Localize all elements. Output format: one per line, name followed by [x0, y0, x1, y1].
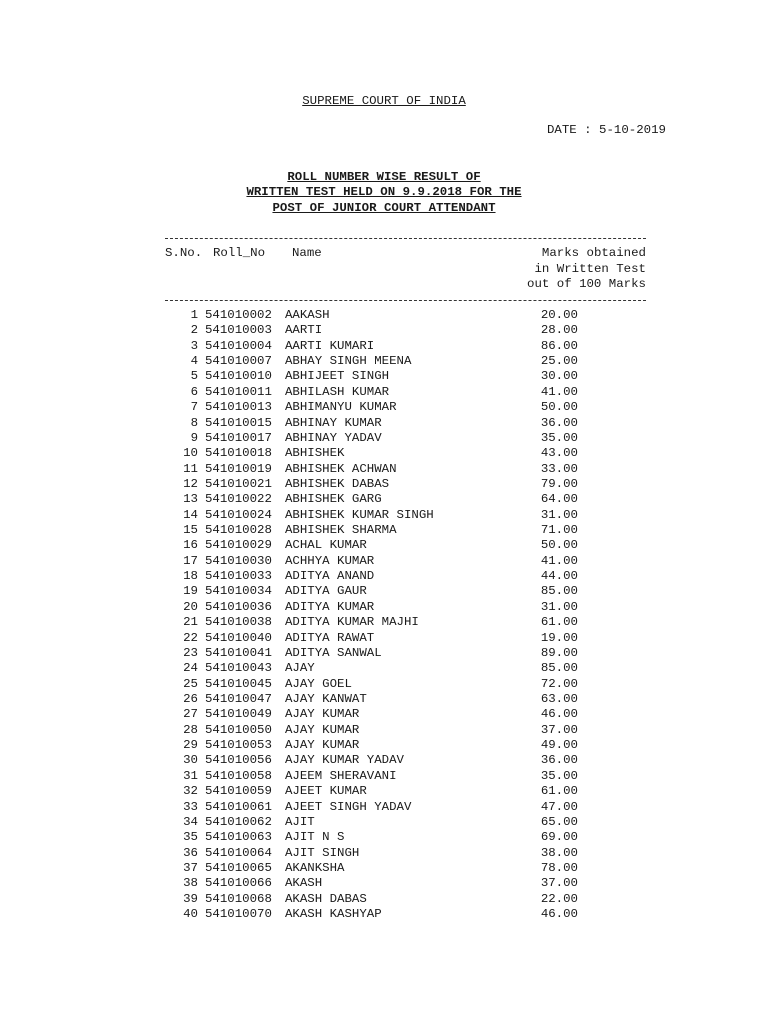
row-sno: 9 [190, 430, 198, 445]
row-name: AKASH KASHYAP [285, 907, 382, 922]
row-marks: 85.00 [540, 584, 578, 599]
row-marks: 49.00 [540, 738, 578, 753]
row-sno: 3 [190, 338, 198, 353]
table-row [0, 907, 768, 922]
column-header-roll-no: Roll_No [213, 246, 266, 260]
row-name: ABHISHEK SHARMA [285, 523, 397, 538]
row-roll-no: 541010043 [205, 661, 272, 676]
row-name: ABHISHEK ACHWAN [285, 461, 397, 476]
row-marks: 38.00 [540, 845, 578, 860]
table-row [0, 462, 768, 477]
row-sno: 18 [183, 569, 198, 584]
row-marks: 36.00 [540, 415, 578, 430]
row-roll-no: 541010002 [205, 308, 272, 322]
row-roll-no: 541010040 [205, 630, 272, 645]
row-marks: 43.00 [540, 446, 578, 461]
row-marks: 41.00 [540, 553, 578, 568]
row-name: AJEET SINGH YADAV [285, 799, 412, 814]
row-roll-no: 541010003 [205, 323, 272, 338]
row-sno: 36 [183, 845, 198, 860]
row-sno: 8 [190, 415, 198, 430]
row-roll-no: 541010029 [205, 538, 272, 553]
row-name: ADITYA KUMAR [285, 599, 375, 614]
row-name: AAKASH [285, 308, 330, 322]
row-sno: 5 [190, 369, 198, 384]
column-header-sno: S.No. [165, 246, 203, 260]
row-marks: 78.00 [540, 860, 578, 875]
row-marks: 79.00 [540, 476, 578, 491]
row-sno: 26 [183, 691, 198, 706]
row-name: ABHISHEK [285, 446, 345, 461]
row-marks: 63.00 [540, 691, 578, 706]
table-row [0, 569, 768, 584]
table-row [0, 769, 768, 784]
column-header-marks-line-1: Marks obtained [541, 246, 646, 260]
row-sno: 40 [183, 907, 198, 922]
table-row [0, 584, 768, 599]
row-roll-no: 541010015 [205, 415, 272, 430]
row-marks: 69.00 [540, 830, 578, 845]
row-roll-no: 541010045 [205, 676, 272, 691]
table-row [0, 723, 768, 738]
table-header-rule [165, 300, 646, 301]
table-row [0, 646, 768, 661]
row-roll-no: 541010021 [205, 476, 272, 491]
row-marks: 89.00 [540, 645, 578, 660]
row-name: ABHINAY YADAV [285, 430, 382, 445]
row-roll-no: 541010022 [205, 492, 272, 507]
row-roll-no: 541010063 [205, 830, 272, 845]
row-marks: 31.00 [540, 507, 578, 522]
row-roll-no: 541010018 [205, 446, 272, 461]
row-sno: 30 [183, 753, 198, 768]
row-sno: 2 [190, 323, 198, 338]
row-sno: 11 [183, 461, 198, 476]
row-marks: 50.00 [540, 538, 578, 553]
row-marks: 33.00 [540, 461, 578, 476]
table-row [0, 800, 768, 815]
row-roll-no: 541010007 [205, 354, 272, 369]
table-row [0, 385, 768, 400]
row-name: AJAY KUMAR YADAV [285, 753, 404, 768]
row-marks: 64.00 [540, 492, 578, 507]
row-name: ACHHYA KUMAR [285, 553, 375, 568]
row-sno: 25 [183, 676, 198, 691]
table-row [0, 369, 768, 384]
table-row [0, 661, 768, 676]
row-marks: 31.00 [540, 599, 578, 614]
row-sno: 37 [183, 860, 198, 875]
row-roll-no: 541010068 [205, 891, 272, 906]
row-name: AJIT SINGH [285, 845, 360, 860]
table-row [0, 753, 768, 768]
result-heading-line-1: ROLL NUMBER WISE RESULT OF [287, 170, 481, 184]
row-sno: 12 [183, 476, 198, 491]
row-name: AJAY KUMAR [285, 707, 360, 722]
table-row [0, 830, 768, 845]
row-roll-no: 541010041 [205, 645, 272, 660]
table-row [0, 677, 768, 692]
row-name: AJIT [285, 814, 315, 829]
row-marks: 47.00 [540, 799, 578, 814]
table-row [0, 523, 768, 538]
row-roll-no: 541010034 [205, 584, 272, 599]
table-row [0, 554, 768, 569]
row-name: AJAY KUMAR [285, 738, 360, 753]
row-name: ABHAY SINGH MEENA [285, 354, 412, 369]
table-row [0, 738, 768, 753]
row-roll-no: 541010053 [205, 738, 272, 753]
row-name: ABHILASH KUMAR [285, 384, 390, 399]
table-row [0, 892, 768, 907]
row-name: ADITYA RAWAT [285, 630, 375, 645]
row-roll-no: 541010061 [205, 799, 272, 814]
row-sno: 23 [183, 645, 198, 660]
row-roll-no: 541010050 [205, 722, 272, 737]
table-row [0, 692, 768, 707]
row-marks: 30.00 [540, 369, 578, 384]
row-sno: 39 [183, 891, 198, 906]
row-roll-no: 541010047 [205, 691, 272, 706]
row-roll-no: 541010030 [205, 553, 272, 568]
row-sno: 13 [183, 492, 198, 507]
row-name: ADITYA SANWAL [285, 645, 382, 660]
table-row [0, 492, 768, 507]
row-roll-no: 541010058 [205, 768, 272, 783]
row-sno: 16 [183, 538, 198, 553]
row-sno: 35 [183, 830, 198, 845]
row-name: ADITYA KUMAR MAJHI [285, 615, 419, 630]
row-roll-no: 541010019 [205, 461, 272, 476]
row-roll-no: 541010038 [205, 615, 272, 630]
column-header-marks-line-2: in Written Test [534, 262, 646, 276]
row-sno: 7 [190, 400, 198, 415]
row-name: AJIT N S [285, 830, 345, 845]
row-marks: 22.00 [540, 891, 578, 906]
row-marks: 46.00 [540, 707, 578, 722]
row-sno: 20 [183, 599, 198, 614]
row-name: AKANKSHA [285, 860, 345, 875]
table-row [0, 538, 768, 553]
row-sno: 15 [183, 523, 198, 538]
table-row [0, 416, 768, 431]
row-roll-no: 541010028 [205, 523, 272, 538]
row-sno: 28 [183, 722, 198, 737]
row-marks: 72.00 [540, 676, 578, 691]
court-title: SUPREME COURT OF INDIA [302, 94, 466, 108]
row-sno: 6 [190, 384, 198, 399]
table-row [0, 861, 768, 876]
row-roll-no: 541010036 [205, 599, 272, 614]
row-name: ABHISHEK DABAS [285, 476, 390, 491]
row-marks: 37.00 [540, 722, 578, 737]
row-marks: 50.00 [540, 400, 578, 415]
row-sno: 33 [183, 799, 198, 814]
table-row [0, 477, 768, 492]
row-sno: 27 [183, 707, 198, 722]
row-name: AJEET KUMAR [285, 784, 367, 799]
row-marks: 65.00 [540, 814, 578, 829]
row-roll-no: 541010013 [205, 400, 272, 415]
table-row [0, 339, 768, 354]
row-marks: 25.00 [540, 354, 578, 369]
row-marks: 46.00 [540, 907, 578, 922]
row-name: AKASH [285, 876, 323, 891]
row-sno: 14 [183, 507, 198, 522]
row-name: AARTI [285, 323, 323, 338]
table-row [0, 323, 768, 338]
row-name: AARTI KUMARI [285, 338, 375, 353]
row-roll-no: 541010011 [205, 384, 272, 399]
row-name: ABHINAY KUMAR [285, 415, 382, 430]
row-sno: 1 [190, 308, 198, 322]
row-marks: 36.00 [540, 753, 578, 768]
result-heading-line-3: POST OF JUNIOR COURT ATTENDANT [272, 201, 496, 215]
row-roll-no: 541010062 [205, 814, 272, 829]
row-sno: 31 [183, 768, 198, 783]
row-sno: 10 [183, 446, 198, 461]
row-name: ADITYA GAUR [285, 584, 367, 599]
row-roll-no: 541010056 [205, 753, 272, 768]
document-date: DATE : 5-10-2019 [547, 123, 666, 137]
table-top-rule [165, 238, 646, 239]
row-sno: 19 [183, 584, 198, 599]
row-roll-no: 541010065 [205, 860, 272, 875]
row-name: ACHAL KUMAR [285, 538, 367, 553]
row-marks: 85.00 [540, 661, 578, 676]
row-sno: 21 [183, 615, 198, 630]
row-roll-no: 541010049 [205, 707, 272, 722]
table-row [0, 707, 768, 722]
row-marks: 28.00 [540, 323, 578, 338]
row-marks: 37.00 [540, 876, 578, 891]
table-row [0, 815, 768, 830]
row-sno: 38 [183, 876, 198, 891]
row-name: AJAY GOEL [285, 676, 352, 691]
row-sno: 4 [190, 354, 198, 369]
row-name: ABHIMANYU KUMAR [285, 400, 397, 415]
table-row [0, 846, 768, 861]
result-heading-line-2: WRITTEN TEST HELD ON 9.9.2018 FOR THE [246, 185, 522, 199]
row-name: ADITYA ANAND [285, 569, 375, 584]
table-row [0, 431, 768, 446]
table-row [0, 600, 768, 615]
row-roll-no: 541010010 [205, 369, 272, 384]
row-sno: 29 [183, 738, 198, 753]
table-row [0, 354, 768, 369]
row-marks: 41.00 [540, 384, 578, 399]
row-name: AJEEM SHERAVANI [285, 768, 397, 783]
row-roll-no: 541010033 [205, 569, 272, 584]
row-marks: 61.00 [540, 784, 578, 799]
table-row [0, 784, 768, 799]
row-roll-no: 541010066 [205, 876, 272, 891]
row-name: AJAY KUMAR [285, 722, 360, 737]
row-marks: 20.00 [540, 308, 578, 322]
table-row [0, 615, 768, 630]
result-table-body [0, 308, 768, 922]
row-roll-no: 541010064 [205, 845, 272, 860]
table-row [0, 446, 768, 461]
row-sno: 24 [183, 661, 198, 676]
row-marks: 71.00 [540, 523, 578, 538]
table-row [0, 876, 768, 891]
row-marks: 61.00 [540, 615, 578, 630]
row-roll-no: 541010004 [205, 338, 272, 353]
row-roll-no: 541010024 [205, 507, 272, 522]
row-roll-no: 541010070 [205, 907, 272, 922]
table-row [0, 308, 768, 323]
row-sno: 32 [183, 784, 198, 799]
row-roll-no: 541010059 [205, 784, 272, 799]
row-marks: 35.00 [540, 430, 578, 445]
table-row [0, 631, 768, 646]
row-name: AJAY [285, 661, 315, 676]
table-row [0, 400, 768, 415]
row-marks: 44.00 [540, 569, 578, 584]
row-name: ABHISHEK KUMAR SINGH [285, 507, 434, 522]
row-name: ABHISHEK GARG [285, 492, 382, 507]
row-name: AKASH DABAS [285, 891, 367, 906]
column-header-name: Name [292, 246, 322, 260]
row-roll-no: 541010017 [205, 430, 272, 445]
row-name: ABHIJEET SINGH [285, 369, 390, 384]
row-marks: 35.00 [540, 768, 578, 783]
table-row [0, 508, 768, 523]
row-marks: 86.00 [540, 338, 578, 353]
row-sno: 22 [183, 630, 198, 645]
row-marks: 19.00 [540, 630, 578, 645]
row-name: AJAY KANWAT [285, 691, 367, 706]
column-header-marks-line-3: out of 100 Marks [527, 277, 646, 291]
row-sno: 17 [183, 553, 198, 568]
row-sno: 34 [183, 814, 198, 829]
